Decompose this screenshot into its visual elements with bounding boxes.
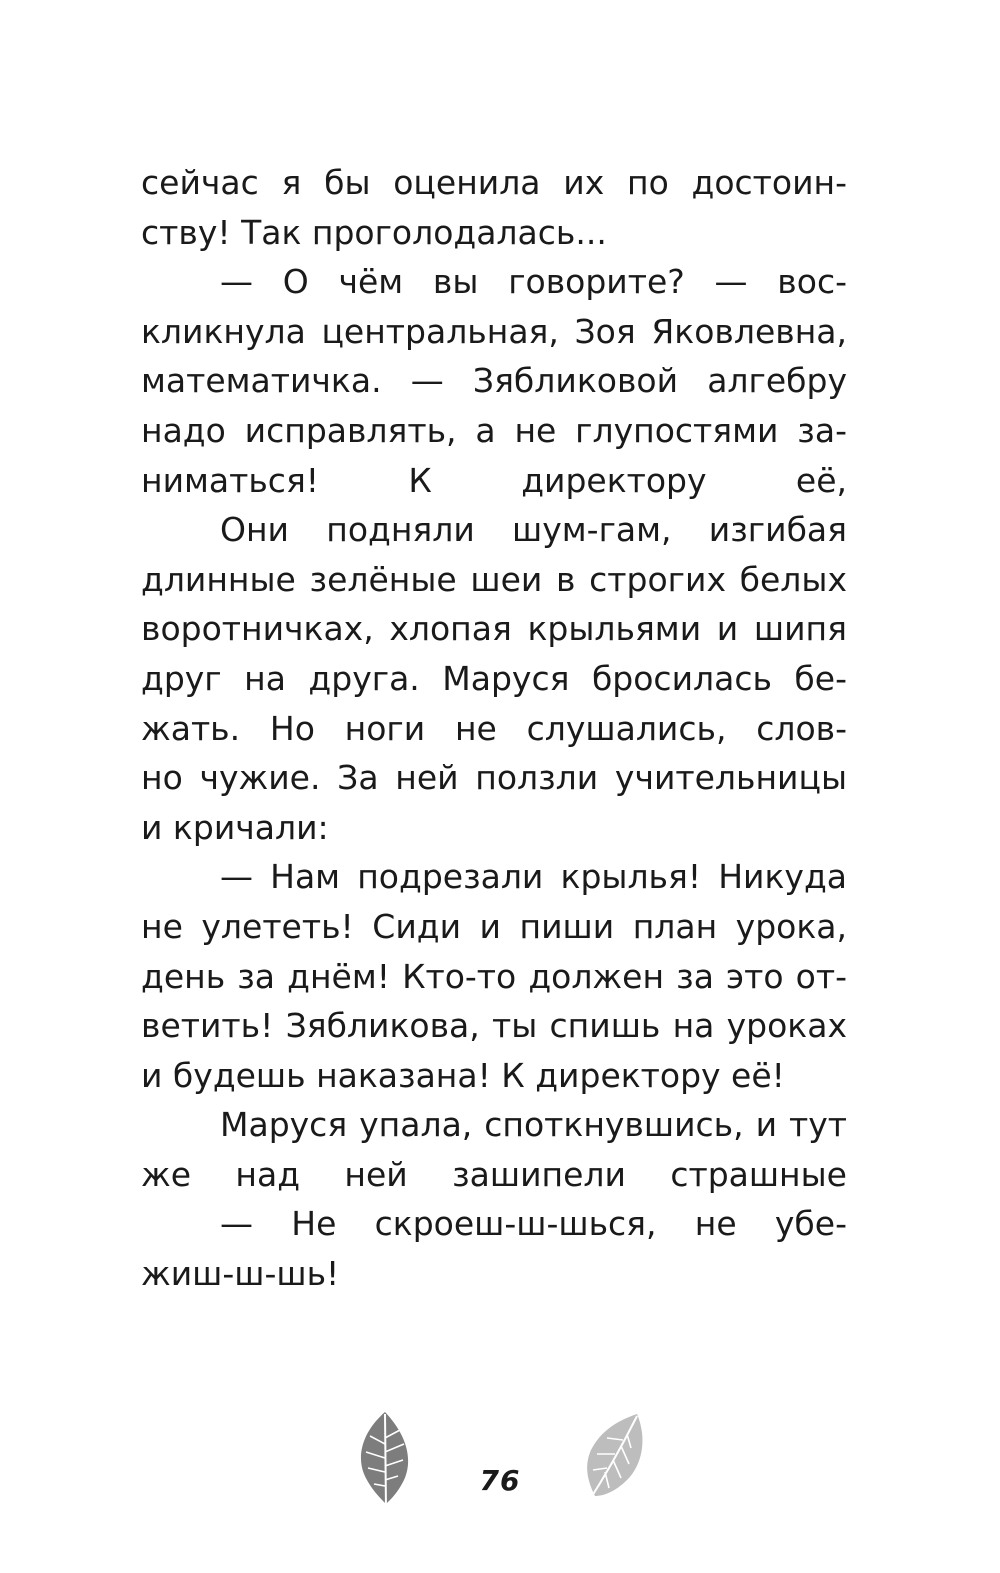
text-line: ветить! Зябликова, ты спишь на уроках	[141, 1006, 847, 1046]
body-text	[141, 158, 847, 1299]
text-line: день за днём! Кто-то должен за это от-	[141, 956, 847, 996]
text-line: друг на друга. Маруся бросилась бе-	[141, 658, 847, 698]
text-line: надо исправлять, а не глупостями за-	[141, 410, 847, 450]
text-line: ниматься! К директору её,	[141, 460, 847, 500]
text-line: Они подняли шум-гам, изгибая	[220, 510, 847, 550]
text-line: ству! Так проголодалась...	[141, 212, 607, 252]
text-line: математичка. — Зябликовой алгебру	[141, 361, 847, 401]
text-line: воротничках, хлопая крыльями и шипя	[141, 609, 847, 649]
text-line: — Не скроеш-ш-шься, не убе-	[220, 1204, 847, 1244]
text-line: Маруся упала, споткнувшись, и тут	[220, 1105, 847, 1145]
text-line: не улететь! Сиди и пиши план урока,	[141, 906, 847, 946]
text-line: — Нам подрезали крылья! Никуда	[220, 857, 847, 897]
leaf-icon	[350, 1408, 420, 1513]
text-line: но чужие. За ней ползли учительницы	[141, 758, 847, 798]
text-line: сейчас я бы оценила их по достоин-	[141, 163, 847, 202]
text-line: жиш-ш-шь!	[141, 1254, 340, 1294]
text-line: кликнула центральная, Зоя Яковлевна,	[141, 311, 847, 351]
text-line: же над ней зашипели страшные	[141, 1154, 847, 1194]
text-line: жать. Но ноги не слушались, слов-	[141, 708, 847, 748]
page-footer	[0, 1400, 1000, 1530]
text-line: и кричали:	[141, 807, 329, 847]
text-line: длинные зелёные шеи в строгих белых	[141, 559, 847, 599]
text-line: — О чём вы говорите? — вос-	[220, 262, 847, 302]
page-number: 76	[479, 1464, 521, 1497]
leaf-icon	[565, 1408, 650, 1508]
text-line: и будешь наказана! К директору её!	[141, 1055, 785, 1095]
